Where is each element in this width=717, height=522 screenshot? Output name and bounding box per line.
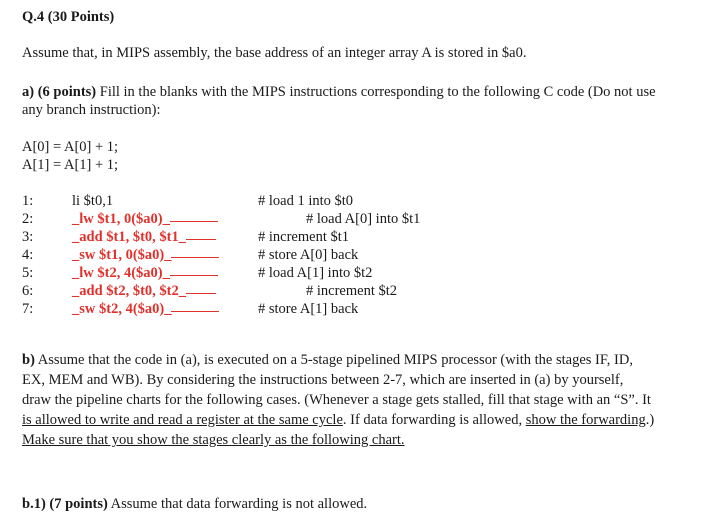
instruction-text: _add $t2, $t0, $t2_ <box>72 283 186 299</box>
answer-instruction <box>72 265 218 282</box>
instruction-text: _lw $t2, 4($a0)_ <box>72 265 170 281</box>
answer-instruction <box>72 229 216 246</box>
instruction-text: _sw $t2, 4($a0)_ <box>72 301 172 317</box>
instruction-text: _add $t1, $t0, $t1_ <box>72 229 186 245</box>
code-comment: # load 1 into $t0 <box>258 193 354 209</box>
code-comment: # load A[0] into $t1 <box>306 211 421 227</box>
part-b1-text: Assume that data forwarding is not allowed. <box>107 496 368 512</box>
part-b-underline-forwarding: show the forwarding <box>525 412 646 428</box>
answer-blank-line <box>170 274 218 276</box>
answer-blank-line <box>186 238 216 240</box>
instruction-text: li $t0,1 <box>72 193 114 209</box>
code-comment: # increment $t2 <box>306 283 398 299</box>
answer-blank-line <box>186 292 216 294</box>
part-b-underline-register: is allowed to write and read a register at the same cycle <box>22 412 343 428</box>
part-b-underline-chart: Make sure that you show the stages clearly as the following chart. <box>22 432 405 448</box>
answer-instruction <box>72 283 216 300</box>
c-code-line-1: A[0] = A[0] + 1; <box>22 139 119 155</box>
part-a-line2: any branch instruction): <box>22 102 161 118</box>
part-a-label: a) (6 points) <box>22 84 97 100</box>
part-b-line4 <box>22 410 677 430</box>
instruction-text: _sw $t1, 0($a0)_ <box>72 247 172 263</box>
part-b-line5 <box>22 430 677 450</box>
code-comment: # increment $t1 <box>258 229 350 245</box>
answer-blank-line <box>171 310 219 312</box>
c-code-line-2: A[1] = A[1] + 1; <box>22 157 119 173</box>
code-instruction <box>72 193 113 210</box>
part-b-line4-mid: . If data forwarding is allowed, <box>342 412 526 428</box>
code-line-number: 4: <box>22 247 34 263</box>
code-comment: # store A[1] back <box>258 301 359 317</box>
code-line-number: 5: <box>22 265 34 281</box>
part-b-line3: draw the pipeline charts for the following cases. (Whenever a stage gets stalled, fill that stage with an “S”. It <box>22 392 651 408</box>
code-line-number: 6: <box>22 283 34 299</box>
part-a-line1 <box>22 84 656 101</box>
code-comment: # store A[0] back <box>258 247 359 263</box>
part-a-text1: Fill in the blanks with the MIPS instructions corresponding to the following C code (Do not use <box>96 84 656 100</box>
answer-blank-line <box>171 256 219 258</box>
question-intro: Assume that, in MIPS assembly, the base address of an integer array A is stored in $a0. <box>22 45 527 61</box>
instruction-text: _lw $t1, 0($a0)_ <box>72 211 170 227</box>
answer-instruction <box>72 211 218 228</box>
code-line-number: 1: <box>22 193 34 209</box>
question-title: Q.4 (30 Points) <box>22 9 115 25</box>
part-b-line4-end: .) <box>645 412 655 428</box>
part-b-line1 <box>22 350 677 370</box>
part-b-line2: EX, MEM and WB). By considering the instructions between 2-7, which are inserted in (a) by yourself, <box>22 372 624 388</box>
code-line-number: 7: <box>22 301 34 317</box>
answer-instruction <box>72 301 219 318</box>
answer-blank-line <box>170 220 218 222</box>
part-b-text1: Assume that the code in (a), is executed on a 5-stage pipelined MIPS processor (with the stages IF, ID, <box>34 352 633 368</box>
code-comment: # load A[1] into $t2 <box>258 265 373 281</box>
code-line-number: 3: <box>22 229 34 245</box>
part-b1-label: b.1) (7 points) <box>22 496 108 512</box>
code-line-number: 2: <box>22 211 34 227</box>
part-b-paragraph <box>22 350 677 450</box>
part-b-label: b) <box>22 352 35 368</box>
answer-instruction <box>72 247 219 264</box>
part-b1-line <box>22 496 367 513</box>
